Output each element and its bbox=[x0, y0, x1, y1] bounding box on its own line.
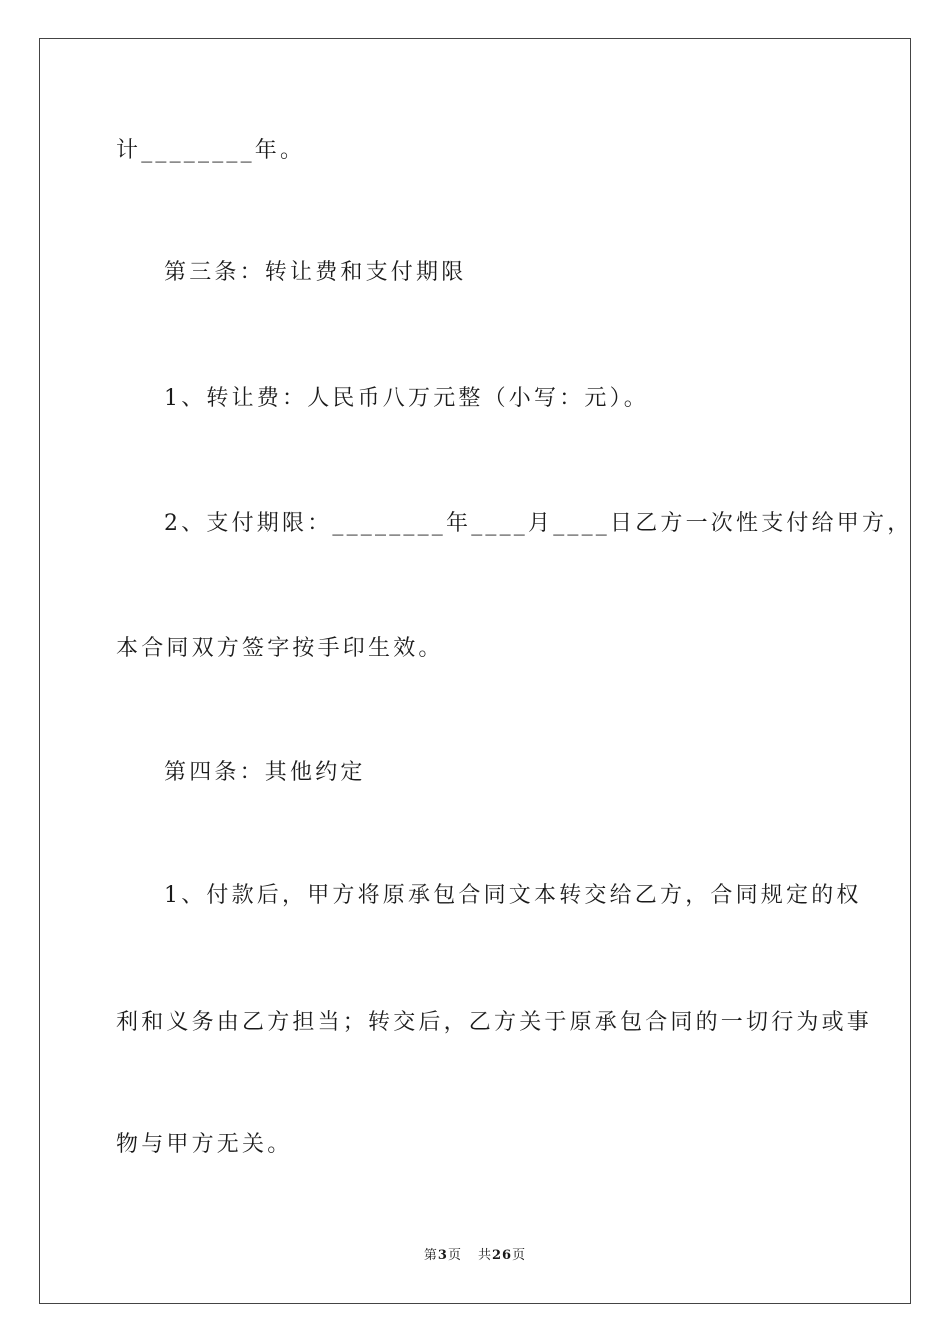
total-pages: 26 bbox=[491, 1248, 513, 1263]
page-number: 3 bbox=[437, 1248, 448, 1263]
page-footer bbox=[0, 1247, 950, 1265]
text-line-continuation: 计________年。 bbox=[116, 138, 306, 163]
page-prefix: 第 bbox=[423, 1248, 438, 1263]
text-line-rights: 利和义务由乙方担当；转交后，乙方关于原承包合同的一切行为或事 bbox=[116, 1010, 873, 1035]
article-3-heading: 第三条：转让费和支付期限 bbox=[164, 260, 467, 285]
clause-payment-term: 2、支付期限：________年____月____日乙方一次性支付给甲方， bbox=[164, 511, 913, 536]
page-frame bbox=[39, 38, 911, 1304]
total-prefix: 共 bbox=[477, 1248, 492, 1263]
clause-after-payment: 1、付款后，甲方将原承包合同文本转交给乙方，合同规定的权 bbox=[164, 883, 862, 908]
total-suffix: 页 bbox=[512, 1248, 527, 1263]
article-4-heading: 第四条：其他约定 bbox=[164, 760, 366, 785]
clause-transfer-fee: 1、转让费：人民币八万元整（小写：元）。 bbox=[164, 386, 649, 411]
page-suffix: 页 bbox=[447, 1248, 462, 1263]
text-line-effect: 本合同双方签字按手印生效。 bbox=[116, 636, 444, 661]
text-line-unrelated: 物与甲方无关。 bbox=[116, 1132, 293, 1157]
